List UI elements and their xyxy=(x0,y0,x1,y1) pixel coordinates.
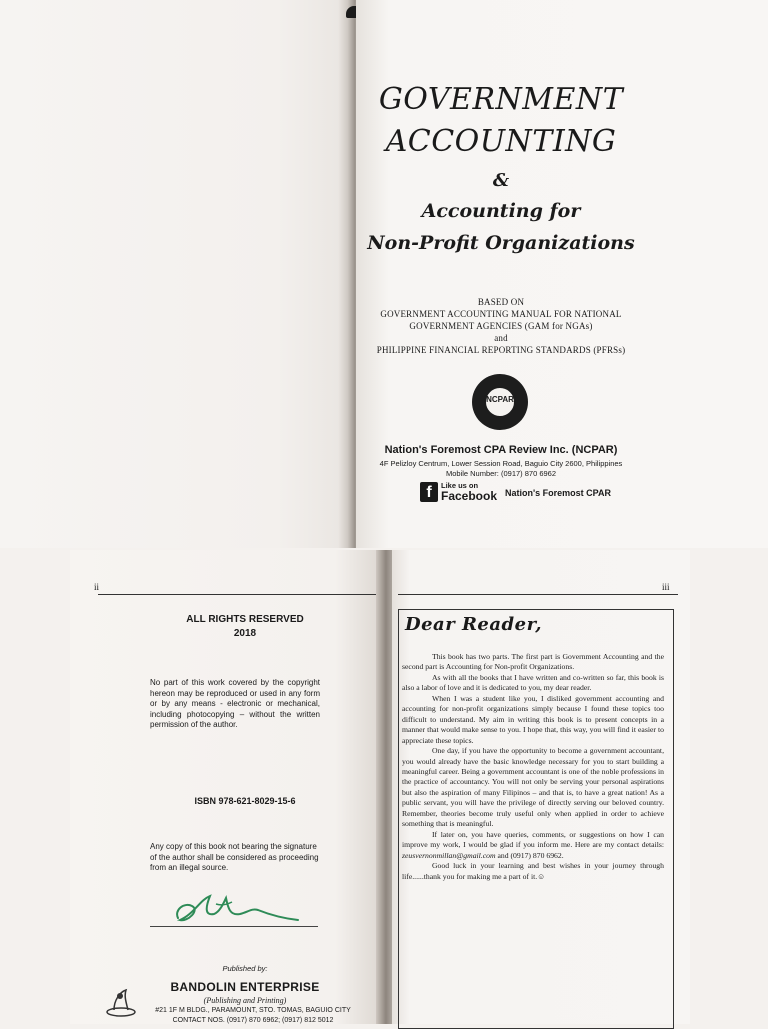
publisher-logo-icon xyxy=(104,984,138,1018)
letter-paragraph: This book has two parts. The first part is Government Accounting and the second part is Accounting for Non-profit Organizations. xyxy=(402,652,664,672)
basis-line: GOVERNMENT ACCOUNTING MANUAL FOR NATIONAL xyxy=(380,309,622,319)
basis-line: BASED ON xyxy=(477,297,525,307)
publisher-street-address: #21 1F M BLDG., PARAMOUNT, STO. TOMAS, BAGUIO CITY xyxy=(155,1007,351,1014)
basis-line: GOVERNMENT AGENCIES (GAM for NGAs) xyxy=(409,321,593,331)
publisher-address xyxy=(362,459,640,479)
letter-contact-paragraph xyxy=(402,830,664,861)
basis-line: and xyxy=(494,333,508,343)
mobile-line: Mobile Number: (0917) 870 6962 xyxy=(445,469,557,478)
copyright-notice: No part of this work covered by the copyright hereon may be reproduced or used in any form or by any means - electronic or mechanical, including photocopying – without the written permission of the author. xyxy=(150,678,320,730)
rights-line-1: ALL RIGHTS RESERVED xyxy=(186,614,304,625)
publisher-enterprise: BANDOLIN ENTERPRISE xyxy=(170,980,320,994)
basis-block xyxy=(362,296,640,356)
title-line-1: GOVERNMENT xyxy=(378,82,624,117)
letter-paragraph: When I was a student like you, I disliked government accounting and accounting for non-profit organizations simply because I found these topics too difficult to understand. My aim in writing this book is to present concepts in a manner that would make sense to you. I hope that, this way, you will find it easier to appreciate these topics. xyxy=(402,693,664,745)
author-email: zeusvernonmillan@gmail.com xyxy=(402,850,496,860)
header-rule-left xyxy=(98,594,376,595)
subtitle-line-2: Non-Profit Organizations xyxy=(367,232,635,254)
letter-paragraph: As with all the books that I have written and co-written so far, this book is also a labor of love and it is dedicated to you, my dear reader. xyxy=(402,672,664,693)
contact-tail: and (0917) 870 6962. xyxy=(497,850,564,860)
facebook-like-label: Like us on xyxy=(441,481,479,490)
address-line: 4F Pelizloy Centrum, Lower Session Road, Baguio City 2600, Philippines xyxy=(379,459,623,468)
page-number-left: ii xyxy=(94,582,100,592)
isbn: ISBN 978-621-8029-15-6 xyxy=(194,796,296,806)
author-signature xyxy=(170,884,310,930)
left-blank-page xyxy=(0,0,348,548)
contact-lead: If later on, you have queries, comments, or suggestions on how I can improve my work, I would be glad if you inform me. Here are my contact details: xyxy=(402,829,664,850)
signature-line xyxy=(150,926,318,927)
facebook-wordmark: Facebook xyxy=(441,489,498,503)
subtitle-line-1: Accounting for xyxy=(421,200,581,222)
facebook-icon: f xyxy=(420,482,438,502)
seal-label: NCPAR xyxy=(486,395,514,404)
rights-heading xyxy=(150,613,340,641)
title-line-2: ACCOUNTING xyxy=(385,124,617,159)
header-rule-right xyxy=(398,594,678,595)
published-by-label: Published by: xyxy=(222,964,268,973)
letter-salutation: Dear Reader, xyxy=(405,614,543,635)
publisher-contact: CONTACT NOS. (0917) 870 6962; (0917) 812 5012 xyxy=(172,1017,334,1024)
title-ampersand: & xyxy=(492,170,510,191)
authenticity-warning: Any copy of this book not bearing the signature of the author shall be considered as proceeding from an illegal source. xyxy=(150,842,319,873)
publisher-name: Nation's Foremost CPA Review Inc. (NCPAR) xyxy=(384,444,618,456)
facebook-page-name: Nation's Foremost CPAR xyxy=(505,488,611,498)
letter-paragraph: One day, if you have the opportunity to become a government accountant, you would already have the basic knowledge necessary for you to start building a meaningful career. Being a government accountant is one of the noble professions in the practice of accountancy. You will not only be serving your personal aspirations but also the aspiration of many Filipinos – and that is, to have a great nation! As a public servant, you will have the privilege of directly serving our beloved country. Remember, theories become truly useful only when applied in order to achieve something that is meaningful. xyxy=(402,746,664,829)
page-number-right: iii xyxy=(662,582,670,592)
rights-year: 2018 xyxy=(233,628,257,639)
letter-closing: Good luck in your learning and best wishes in your journey through life......thank you for making me a part of it.☺ xyxy=(402,861,664,881)
publisher-type: (Publishing and Printing) xyxy=(203,996,287,1005)
basis-line: PHILIPPINE FINANCIAL REPORTING STANDARDS (PFRSs) xyxy=(376,345,626,355)
letter-body xyxy=(402,652,664,882)
